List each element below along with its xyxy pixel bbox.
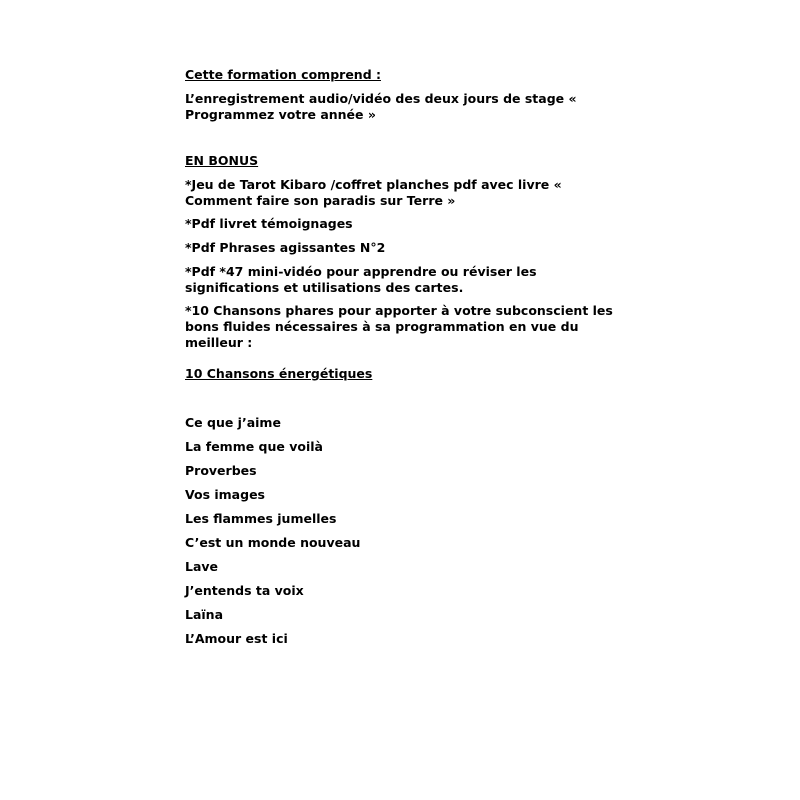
bonus-heading: EN BONUS xyxy=(185,153,259,168)
song-item: La femme que voilà xyxy=(185,439,323,454)
song-item: Laïna xyxy=(185,607,224,622)
song-item: Ce que j’aime xyxy=(185,415,281,430)
song-item: Les flammes jumelles xyxy=(185,511,337,526)
song-item: C’est un monde nouveau xyxy=(185,535,361,550)
songs-heading: 10 Chansons énergétiques xyxy=(185,366,373,381)
song-item: Lave xyxy=(185,559,219,574)
song-item: Vos images xyxy=(185,487,265,502)
song-item: J’entends ta voix xyxy=(185,583,304,598)
bonus-item: *Jeu de Tarot Kibaro /coffret planches pdf avec livre « Comment faire son paradis sur Terre » xyxy=(185,177,562,208)
song-item: L’Amour est ici xyxy=(185,631,288,646)
bonus-item: *10 Chansons phares pour apporter à votre subconscient les bons fluides nécessaires à sa programmation en vue du meilleur : xyxy=(185,303,613,350)
intro-paragraph: L’enregistrement audio/vidéo des deux jours de stage « Programmez votre année » xyxy=(185,91,577,122)
song-item: Proverbes xyxy=(185,463,257,478)
section-heading-formation: Cette formation comprend : xyxy=(185,67,381,82)
bonus-item: *Pdf livret témoignages xyxy=(185,216,353,231)
bonus-item: *Pdf *47 mini-vidéo pour apprendre ou réviser les significations et utilisations des cartes. xyxy=(185,264,537,295)
bonus-item: *Pdf Phrases agissantes N°2 xyxy=(185,240,386,255)
